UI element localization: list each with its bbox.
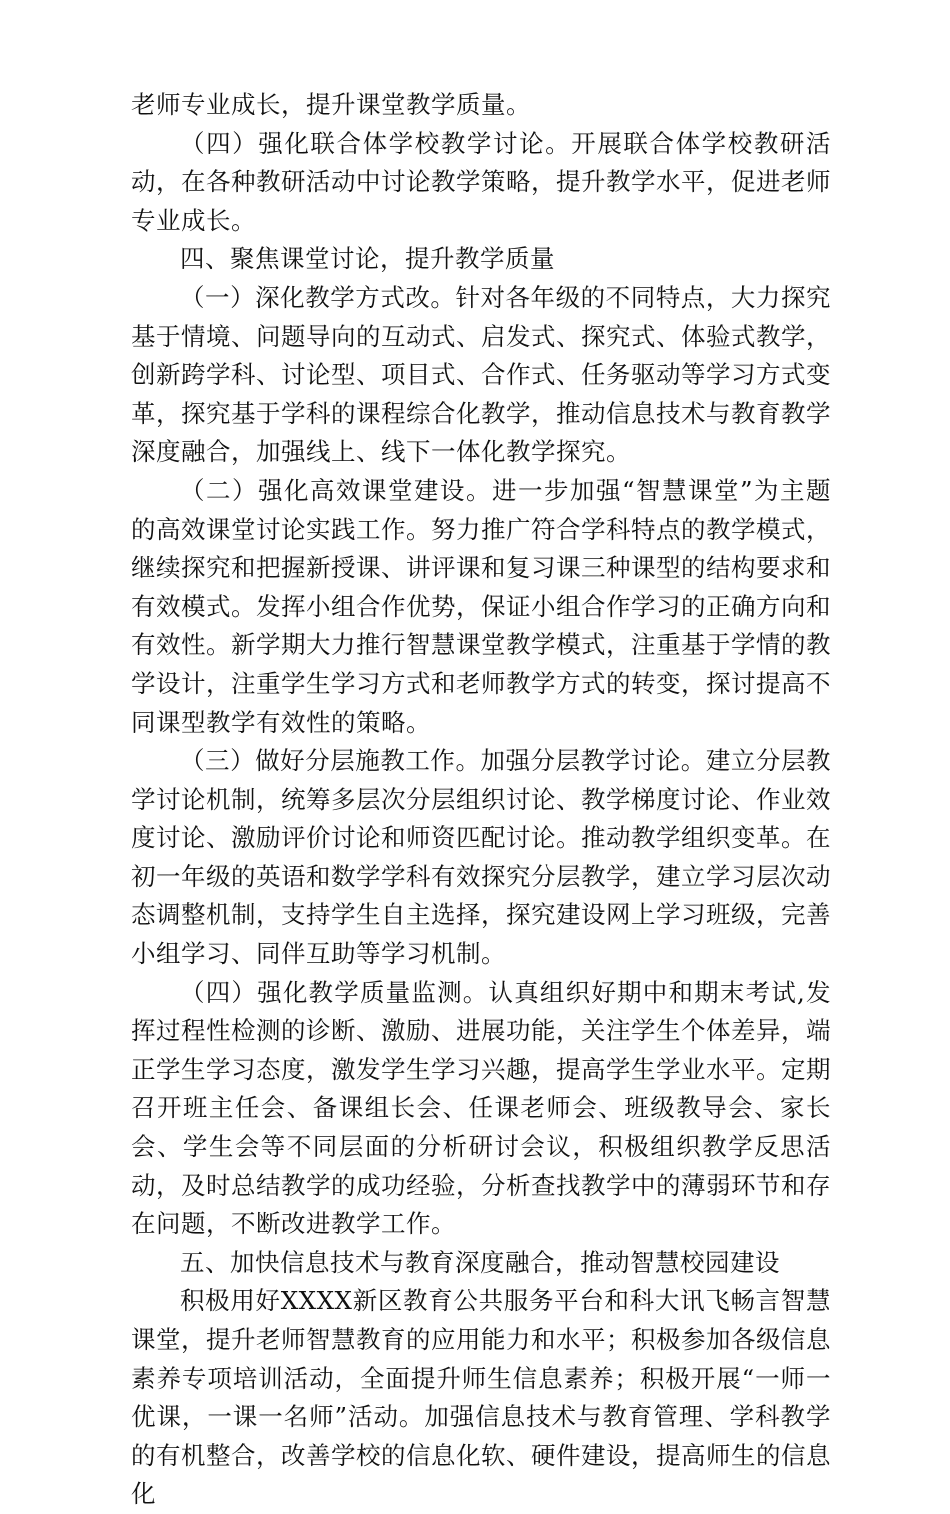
paragraph-continuation: 老师专业成长，提升课堂教学质量。 [131, 90, 531, 119]
paragraph-tiered-teaching: （三）做好分层施教工作。加强分层教学讨论。建立分层教学讨论机制，统筹多层次分层组织讨论、教学梯度讨论、作业效度讨论、激励评价讨论和师资匹配讨论。推动教学组织变革。在初一年级的英语和数学学科有效探究分层教学，建立学习层次动态调整机制，支持学生自主选择，探究建设网上学习班级，完善小组学习、同伴互助等学习机制。 [131, 746, 831, 969]
paragraph-teaching-method-reform: （一）深化教学方式改。针对各年级的不同特点，大力探究基于情境、问题导向的互动式、启发式、探究式、体验式教学，创新跨学科、讨论型、项目式、合作式、任务驱动等学习方式变革，探究基于学科的课程综合化教学，推动信息技术与教育教学深度融合，加强线上、线下一体化教学探究。 [131, 282, 831, 467]
paragraph-quality-monitoring: （四）强化教学质量监测。认真组织好期中和期末考试,发挥过程性检测的诊断、激励、进展功能，关注学生个体差异，端正学生学习态度，激发学生学习兴趣，提高学生学业水平。定期召开班主任会、备课组长会、任课老师会、班级教导会、家长会、学生会等不同层面的分析研讨会议，积极组织教学反思活动，及时总结教学的成功经验，分析查找教学中的薄弱环节和存在问题，不断改进教学工作。 [131, 977, 831, 1239]
paragraph-efficient-classroom: （二）强化高效课堂建设。进一步加强“智慧课堂”为主题的高效课堂讨论实践工作。努力推广符合学科特点的教学模式，继续探究和把握新授课、讲评课和复习课三种课型的结构要求和有效模式。发挥小组合作优势，保证小组合作学习的正确方向和有效性。新学期大力推行智慧课堂教学模式，注重基于学情的教学设计，注重学生学习方式和老师教学方式的转变，探讨提高不同课型教学有效性的策略。 [131, 475, 831, 737]
paragraph-alliance-school-research: （四）强化联合体学校教学讨论。开展联合体学校教研活动，在各种教研活动中讨论教学策略，提升教学水平，促进老师专业成长。 [131, 128, 831, 235]
paragraph-smart-campus: 积极用好XXXX新区教育公共服务平台和科大讯飞畅言智慧课堂，提升老师智慧教育的应用能力和水平；积极参加各级信息素养专项培训活动，全面提升师生信息素养；积极开展“一师一优课，一课一名师”活动。加强信息技术与教育管理、学科教学的有机整合，改善学校的信息化软、硬件建设，提高师生的信息化 [131, 1286, 831, 1509]
document-page [131, 86, 831, 1514]
section-heading-4: 四、聚焦课堂讨论，提升教学质量 [180, 244, 555, 274]
section-heading-5: 五、加快信息技术与教育深度融合，推动智慧校园建设 [180, 1247, 780, 1277]
